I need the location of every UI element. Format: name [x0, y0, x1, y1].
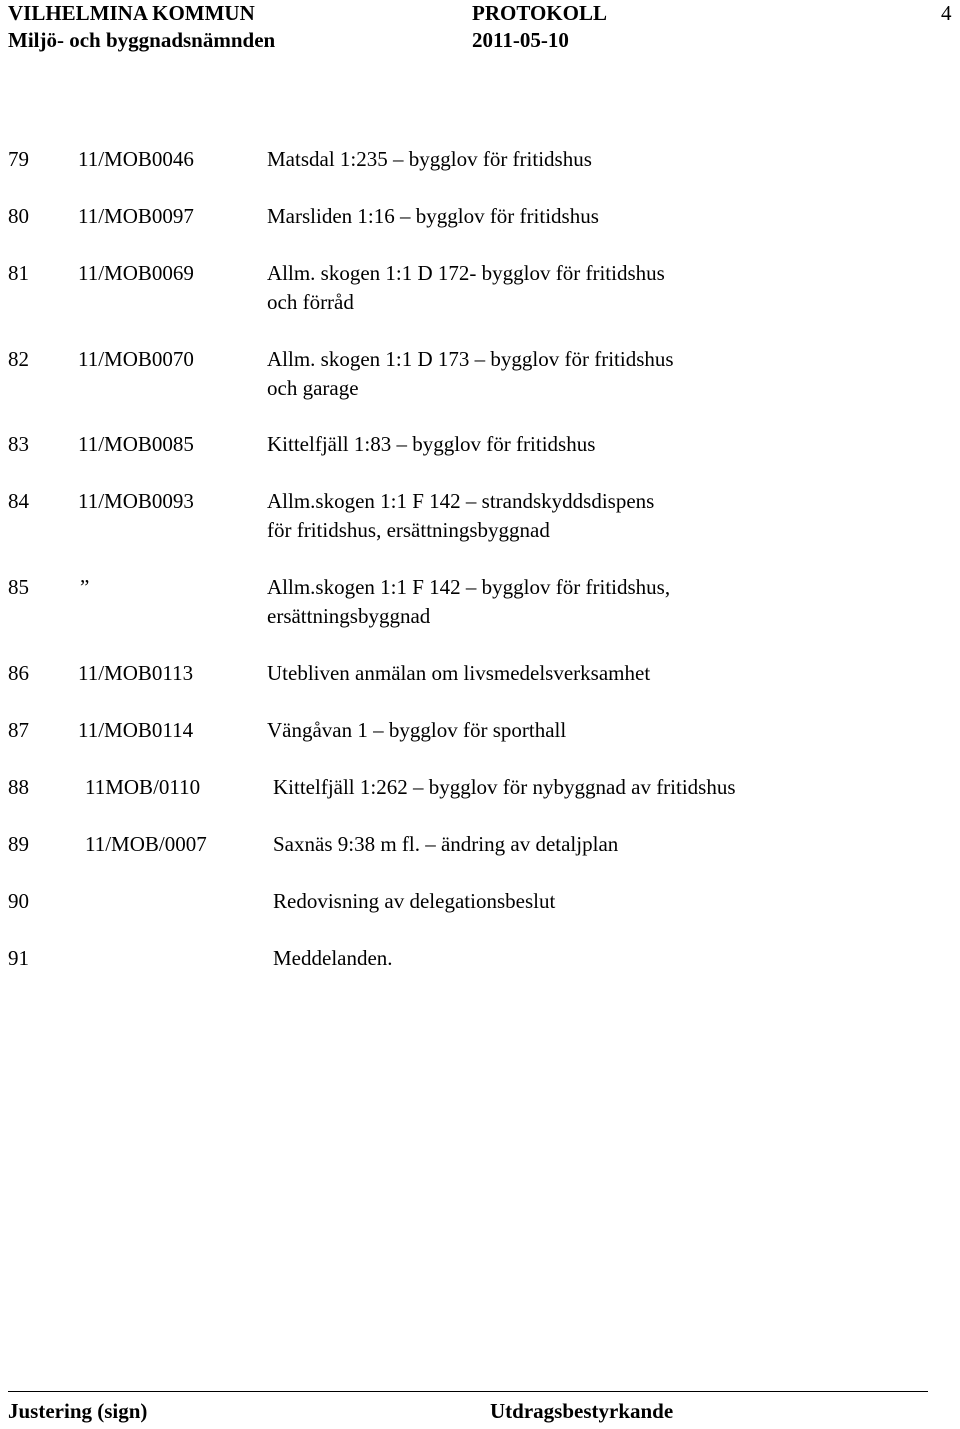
- item-title: Vängåvan 1 – bygglov för sporthall: [267, 718, 567, 742]
- item-number: 81: [8, 261, 29, 285]
- agenda-item: [0, 716, 960, 746]
- agenda-item: [0, 773, 960, 803]
- item-dnr: ”: [80, 575, 90, 599]
- item-dnr: 11/MOB0097: [78, 204, 194, 228]
- item-number: 90: [8, 889, 29, 913]
- item-dnr: 11/MOB0093: [78, 489, 194, 513]
- item-title-continued: och garage: [267, 376, 359, 400]
- committee-name: Miljö- och byggnadsnämnden: [8, 28, 276, 52]
- item-title-continued: för fritidshus, ersättningsbyggnad: [267, 518, 550, 542]
- item-title: Marsliden 1:16 – bygglov för fritidshus: [267, 204, 599, 228]
- item-number: 91: [8, 946, 29, 970]
- item-title: Allm. skogen 1:1 D 173 – bygglov för fritidshus: [267, 347, 674, 371]
- item-title: Allm.skogen 1:1 F 142 – strandskyddsdispens: [267, 489, 655, 513]
- item-number: 85: [8, 575, 29, 599]
- agenda-item: [0, 573, 960, 633]
- agenda-item: [0, 345, 960, 405]
- item-title: Kittelfjäll 1:262 – bygglov för nybyggnad av fritidshus: [273, 775, 736, 799]
- certification-label: Utdragsbestyrkande: [490, 1399, 674, 1423]
- agenda-item: [0, 830, 960, 860]
- item-dnr: 11MOB/0110: [85, 775, 201, 799]
- agenda-item: [0, 659, 960, 689]
- item-title: Saxnäs 9:38 m fl. – ändring av detaljplan: [273, 832, 619, 856]
- agenda-item: [0, 430, 960, 460]
- item-number: 80: [8, 204, 29, 228]
- item-number: 84: [8, 489, 29, 513]
- agenda-item: [0, 259, 960, 319]
- item-title: Matsdal 1:235 – bygglov för fritidshus: [267, 147, 592, 171]
- page-number: 4: [941, 1, 952, 25]
- item-dnr: 11/MOB0046: [78, 147, 194, 171]
- item-title: Allm.skogen 1:1 F 142 – bygglov för fritidshus,: [267, 575, 671, 599]
- item-number: 86: [8, 661, 29, 685]
- agenda-item: [0, 487, 960, 547]
- item-title: Redovisning av delegationsbeslut: [273, 889, 556, 913]
- item-number: 87: [8, 718, 29, 742]
- agenda-item: [0, 145, 960, 175]
- item-title-continued: och förråd: [267, 290, 354, 314]
- item-dnr: 11/MOB0114: [78, 718, 194, 742]
- item-number: 79: [8, 147, 29, 171]
- municipality-name: VILHELMINA KOMMUN: [8, 1, 255, 25]
- item-title: Allm. skogen 1:1 D 172- bygglov för fritidshus: [267, 261, 665, 285]
- document-type: PROTOKOLL: [472, 1, 607, 25]
- item-title: Kittelfjäll 1:83 – bygglov för fritidshus: [267, 432, 596, 456]
- item-dnr: 11/MOB0070: [78, 347, 194, 371]
- meeting-date: 2011-05-10: [472, 28, 569, 52]
- item-dnr: 11/MOB0113: [78, 661, 194, 685]
- item-title: Meddelanden.: [273, 946, 393, 970]
- agenda-item: [0, 887, 960, 917]
- item-title-continued: ersättningsbyggnad: [267, 604, 431, 628]
- item-number: 83: [8, 432, 29, 456]
- item-number: 82: [8, 347, 29, 371]
- agenda-item: [0, 944, 960, 974]
- signature-label: Justering (sign): [8, 1399, 148, 1423]
- item-dnr: 11/MOB0085: [78, 432, 194, 456]
- item-title: Utebliven anmälan om livsmedelsverksamhet: [267, 661, 651, 685]
- item-number: 89: [8, 832, 29, 856]
- item-number: 88: [8, 775, 29, 799]
- agenda-item: [0, 202, 960, 232]
- item-dnr: 11/MOB0069: [78, 261, 194, 285]
- footer-rule: [8, 1391, 928, 1392]
- item-dnr: 11/MOB/0007: [85, 832, 207, 856]
